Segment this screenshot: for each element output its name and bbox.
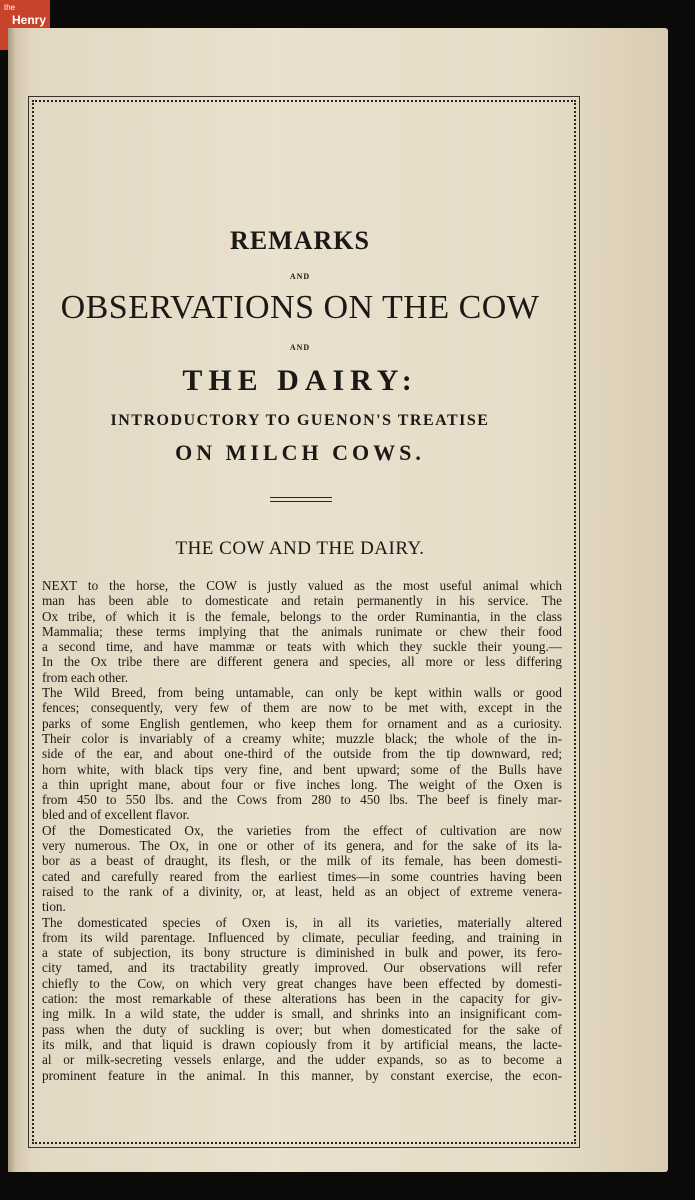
body-line: NEXT to the horse, the COW is justly valued as the most useful animal which	[42, 578, 562, 593]
body-line: Ox tribe, of which it is the female, belongs to the order Ruminantia, in the class	[42, 608, 562, 624]
subtitle-introductory: INTRODUCTORY TO GUENON'S TREATISE	[110, 412, 490, 429]
body-line: prominent feature in the animal. In this manner, by constant exercise, the econ-	[42, 1067, 562, 1083]
body-line: man has been able to domesticate and retain permanently in his service. The	[42, 593, 562, 609]
body-line: raised to the rank of a divinity, or, at least, held as an object of extreme venera-	[42, 883, 562, 899]
body-line: its milk, and that liquid is drawn copiously from it by artificial means, the lacte-	[42, 1036, 562, 1052]
body-line: from its wild parentage. Influenced by climate, peculiar feeding, and training in	[42, 929, 562, 945]
title-and-1: AND	[289, 272, 311, 281]
body-line: very numerous. The Ox, in one or other of its genera, and for the sake of its la-	[42, 838, 562, 854]
section-heading: THE COW AND THE DAIRY.	[175, 538, 425, 559]
body-line: Their color is invariably of a creamy white; muzzle black; the whole of the in-	[42, 730, 562, 746]
body-line: from each other.	[42, 669, 129, 685]
body-line: In the Ox tribe there are different genera and species, all more or less differing	[42, 654, 562, 670]
page-gutter	[8, 28, 16, 1172]
body-line: side of the ear, and about one-third of the outside from the tip downward, red;	[42, 746, 562, 762]
body-line: bled and of excellent flavor.	[42, 807, 190, 823]
body-line: cation: the most remarkable of these alterations has been in the capacity for giv-	[42, 991, 562, 1007]
body-line: Mammalia; these terms implying that the animals runimate or chew their food	[42, 623, 562, 639]
logo-henry: Henry	[12, 13, 47, 27]
body-line: parks of some English gentlemen, who keep them for ornament and as a curiosity.	[42, 715, 562, 731]
body-line: a second time, and have mammæ or teats with which they suckle their young.—	[42, 639, 562, 655]
body-line: bor as a beast of draught, its flesh, or the milk of its female, has been domesti-	[42, 853, 562, 869]
body-line: The Wild Breed, from being untamable, can only be kept within walls or good	[42, 685, 562, 701]
logo-the: the	[4, 3, 16, 12]
body-line: from 450 to 550 lbs. and the Cows from 280 to 450 lbs. The beef is finely mar-	[42, 792, 562, 808]
body-line: cated and carefully reared from the earliest times—in some countries having been	[42, 868, 562, 884]
body-line: pass when the duty of suckling is over; but when domesticated for the sake of	[42, 1021, 562, 1037]
body-line: a state of subjection, its bony structure is diminished in bulk and power, its fero-	[42, 945, 562, 961]
body-line: horn white, with black tips very fine, and bent upward; some of the Bulls have	[42, 761, 562, 777]
title-remarks: REMARKS	[230, 226, 370, 255]
title-and-2: AND	[289, 343, 311, 352]
body-line: Of the Domesticated Ox, the varieties from the effect of cultivation are now	[42, 822, 562, 838]
subtitle-milch-cows: ON MILCH COWS.	[175, 440, 425, 465]
title-observations: OBSERVATIONS ON THE COW	[60, 289, 540, 326]
body-line: ing milk. In a wild state, the udder is small, and shrinks into an insignificant com-	[42, 1006, 562, 1022]
ornamental-rule	[270, 497, 332, 502]
body-line: city tamed, and its tractability greatly improved. Our observations will refer	[42, 960, 562, 976]
body-line: chiefly to the Cow, on which very great changes have been effected by domesti-	[42, 975, 562, 991]
title-the-dairy: THE DAIRY:	[182, 364, 418, 397]
body-line: tion.	[42, 899, 66, 915]
body-line: The domesticated species of Oxen is, in all its varieties, materially altered	[42, 914, 562, 930]
body-line: al or milk-secreting vessels enlarge, and the udder expands, so as to become a	[42, 1052, 562, 1068]
body-text	[42, 578, 562, 1083]
body-line: fences; consequently, very few of them are now to be met with, except in the	[42, 700, 562, 716]
body-line: a thin upright mane, about four or five inches long. The weight of the Oxen is	[42, 776, 562, 792]
